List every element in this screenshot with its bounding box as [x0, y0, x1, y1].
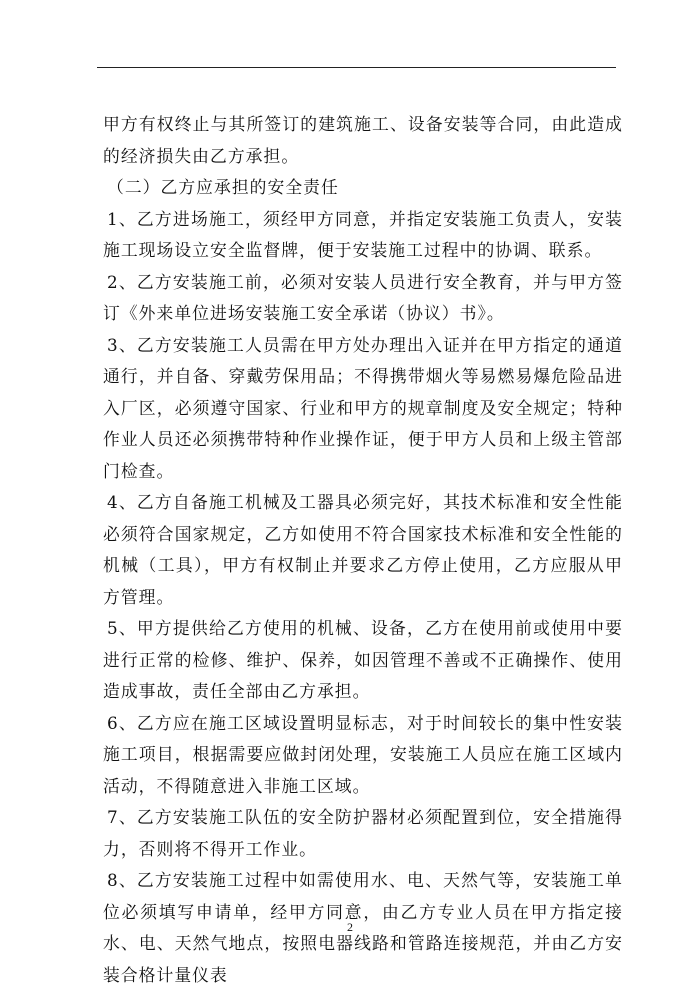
- paragraph-continuation: 甲方有权终止与其所签订的建筑施工、设备安装等合同，由此造成的经济损失由乙方承担。: [103, 114, 623, 166]
- clause-5: 5、甲方提供给乙方使用的机械、设备，乙方在使用前或使用中要进行正常的检修、维护、保养，如因管理不善或不正确操作、使用造成事故，责任全部由乙方承担。: [103, 618, 623, 701]
- clause-6: 6、乙方应在施工区域设置明显标志，对于时间较长的集中性安装施工项目，根据需要应做封闭处理，安装施工人员应在施工区域内活动，不得随意进入非施工区域。: [103, 712, 623, 796]
- page-number: 2: [347, 920, 353, 934]
- clause-4: 4、乙方自备施工机械及工器具必须完好，其技术标准和安全性能必须符合国家规定，乙方如使用不符合国家技术标准和安全性能的机械（工具），甲方有权制止并要求乙方停止使用，乙方应服从甲方管理。: [103, 492, 623, 607]
- document-body: [103, 109, 623, 991]
- header-rule: [97, 67, 616, 68]
- clause-2: 2、乙方安装施工前，必须对安装人员进行安全教育，并与甲方签订《外来单位进场安装施工安全承诺（协议）书》。: [103, 271, 623, 323]
- clause-7: 7、乙方安装施工队伍的安全防护器材必须配置到位，安全措施得力，否则将不得开工作业。: [103, 807, 623, 859]
- section-heading: （二）乙方应承担的安全责任: [107, 177, 339, 197]
- clause-3: 3、乙方安装施工人员需在甲方处办理出入证并在甲方指定的通道通行，并自备、穿戴劳保用品；不得携带烟火等易燃易爆危险品进入厂区，必须遵守国家、行业和甲方的规章制度及安全规定；特种作业人员还必须携带特种作业操作证，便于甲方人员和上级主管部门检查。: [103, 334, 623, 481]
- clause-8: 8、乙方安装施工过程中如需使用水、电、天然气等，安装施工单位必须填写申请单，经甲方同意，由乙方专业人员在甲方指定接水、电、天然气地点，按照电器线路和管路连接规范，并由乙方安装合格计量仪表: [103, 870, 623, 985]
- clause-1: 1、乙方进场施工，须经甲方同意，并指定安装施工负责人，安装施工现场设立安全监督牌，便于安装施工过程中的协调、联系。: [103, 208, 623, 260]
